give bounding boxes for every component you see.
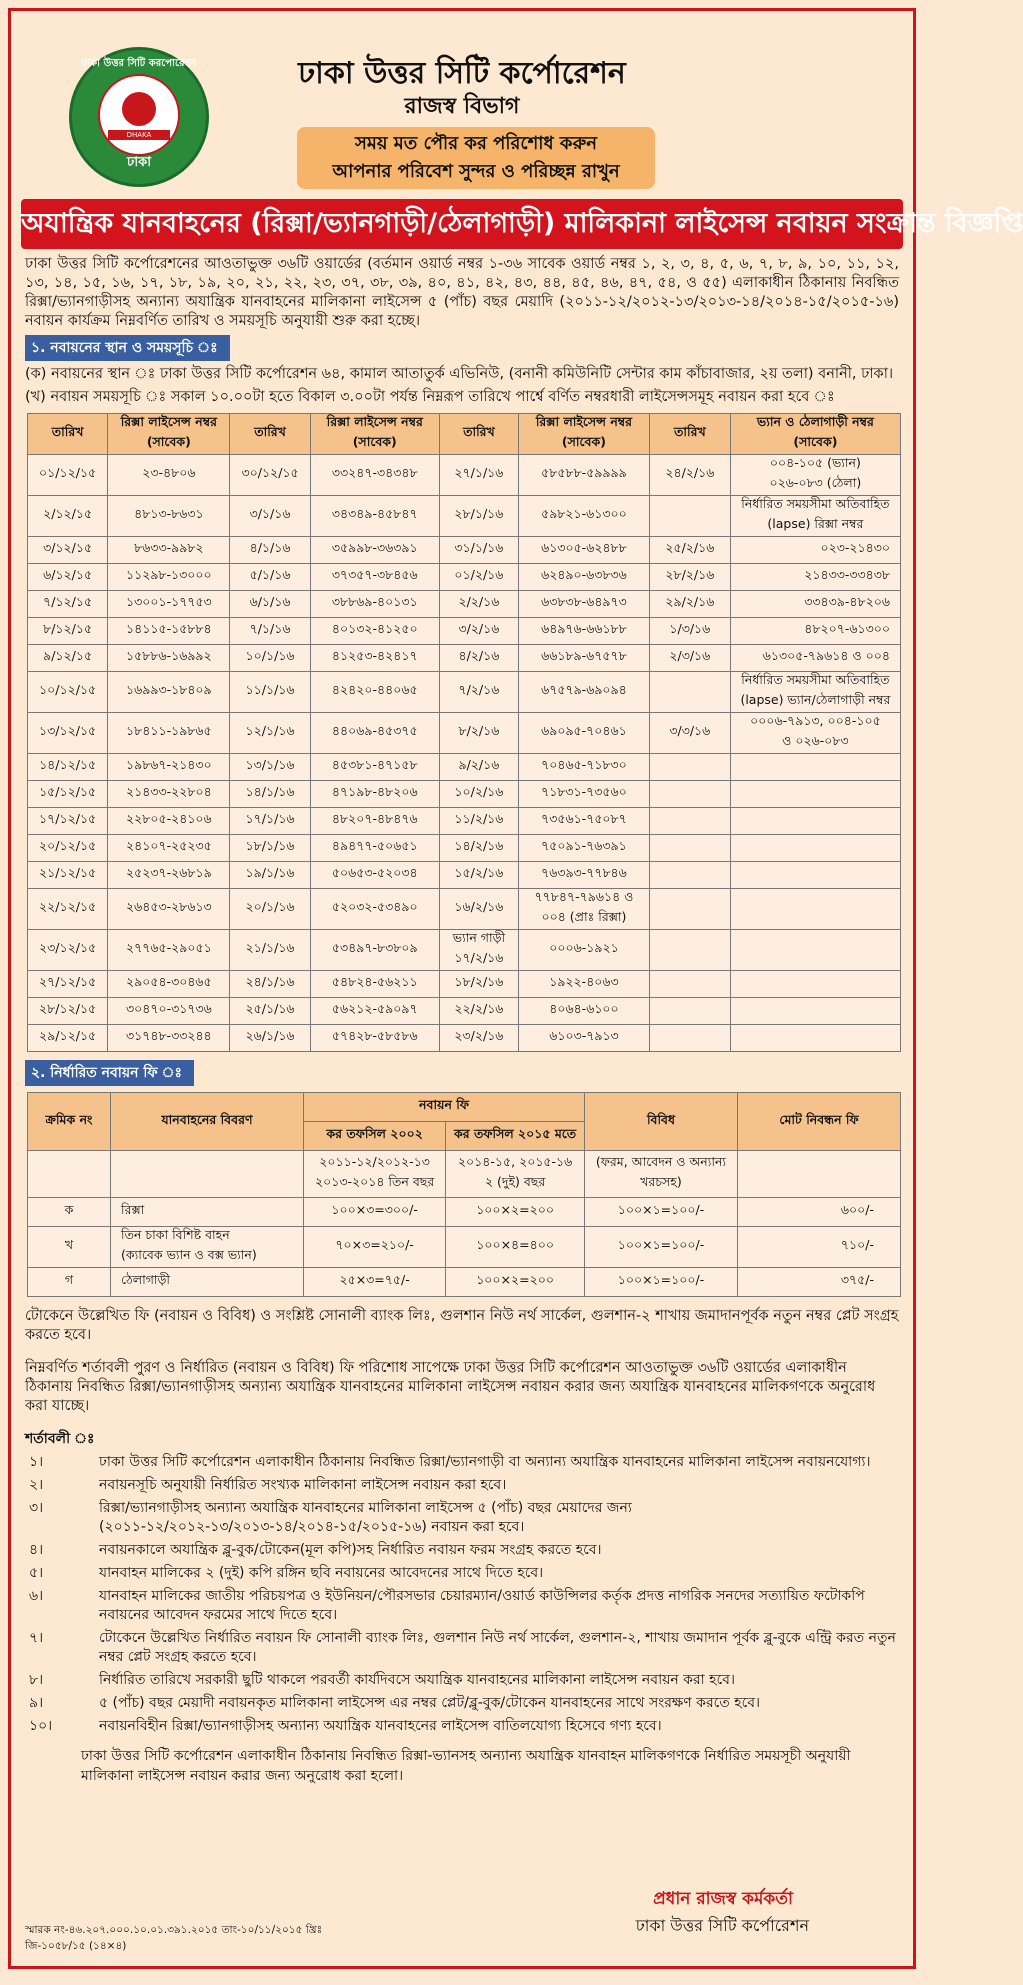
fee-header-renewal-fee: নবায়ন ফি (304, 1093, 585, 1122)
schedule-cell: ৫৪৮২৪-৫৬২১১ (310, 971, 439, 998)
schedule-cell: ২১/১২/১৫ (28, 862, 108, 889)
conditions-section (25, 1430, 899, 1736)
schedule-cell: ৮/২/১৬ (439, 713, 518, 754)
fee-cell-total: ৬০০/- (738, 1198, 901, 1227)
logo-band: DHAKA (108, 130, 170, 140)
schedule-cell: ২৮/১/১৬ (439, 496, 518, 537)
schedule-cell (730, 754, 900, 781)
schedule-cell: ১৪১১৫-১৫৮৮৪ (108, 618, 230, 645)
fee-cell-f2002: ২৫×৩=৭৫/- (304, 1268, 446, 1297)
schedule-cell: ০১/২/১৬ (439, 564, 518, 591)
schedule-cell: ২১৪৩৩-২২৮০৪ (108, 781, 230, 808)
schedule-row (28, 496, 901, 537)
condition-number: ৭। (29, 1630, 44, 1646)
notice-title-banner: অযান্ত্রিক যানবাহনের (রিক্সা/ভ্যানগাড়ী/ঠেলাগাড়ী) মালিকানা লাইসেন্স নবায়ন সংক্রান্ত বিজ্ঞপ্তি (21, 199, 903, 249)
schedule-cell: ৭০৪৬৫-৭১৮৩০ (519, 754, 650, 781)
renewal-place: (ক) নবায়নের স্থান ঃ ঢাকা উত্তর সিটি কর্পোরেশন ৬৪, কামাল আতাতুর্ক এভিনিউ, (বনানী কমিউনিটি সেন্টার কাম কাঁচাবাজার, ২য় তলা) বনানী, ঢাকা। (25, 366, 894, 382)
schedule-row (28, 808, 901, 835)
fee-sub-misc: (ফরম, আবেদন ও অন্যান্য খরচসহ) (585, 1151, 738, 1198)
schedule-cell: ১০/১২/১৫ (28, 672, 108, 713)
schedule-cell: ১৫৮৮৬-১৬৯৯২ (108, 645, 230, 672)
condition-number: ৯। (29, 1695, 44, 1711)
schedule-cell: ২৭/১/১৬ (439, 455, 518, 496)
schedule-cell: ২২/১২/১৫ (28, 889, 108, 930)
schedule-cell (649, 754, 730, 781)
schedule-cell: ৯/১২/১৫ (28, 645, 108, 672)
signatory-title: প্রধান রাজস্ব কর্মকর্তা (653, 1889, 793, 1909)
schedule-cell: ৩৩২৪৭-৩৪৩৪৮ (310, 455, 439, 496)
schedule-cell (730, 971, 900, 998)
request-note: নিম্নবর্ণিত শর্তাবলী পুরণ ও নির্ধারিত (নবায়ন ও বিবিধ) ফি পরিশোধ সাপেক্ষে ঢাকা উত্তর সিটি কর্পোরেশন আওতাভুক্ত ৩৬টি ওয়ার্ডের এলাকাধীন ঠিকানায় নিবন্ধিত রিক্সা/ভ্যানগাড়ীসহ অন্যান্য অযান্ত্রিক যানবাহনের মালিকানা লাইসেন্স নবায়ন করার জন্য অযান্ত্রিক যানবাহনের মালিকগণকে অনুরোধ করা যাচ্ছে। (25, 1360, 876, 1414)
fee-cell-desc: রিক্সা (111, 1198, 304, 1227)
schedule-cell: ৬/১/১৬ (230, 591, 310, 618)
schedule-cell: ১৩/১/১৬ (230, 754, 310, 781)
fee-cell-f2002: ১০০×৩=৩০০/- (304, 1198, 446, 1227)
schedule-cell: ভ্যান গাড়ী ১৭/২/১৬ (439, 930, 518, 971)
fee-header-total: মোট নিবন্ধন ফি (738, 1093, 901, 1151)
logo-bottom-text: ঢাকা (127, 155, 151, 170)
schedule-row (28, 645, 901, 672)
condition-number: ৫। (29, 1565, 44, 1581)
schedule-cell: ১১/২/১৬ (439, 808, 518, 835)
schedule-cell (730, 781, 900, 808)
schedule-cell: ৯/২/১৬ (439, 754, 518, 781)
schedule-cell: ২৫২৩৭-২৬৮১৯ (108, 862, 230, 889)
schedule-cell: ৩১/১/১৬ (439, 537, 518, 564)
schedule-cell: ৫২০৩২-৫৩৪৯০ (310, 889, 439, 930)
schedule-cell: ৬/১২/১৫ (28, 564, 108, 591)
schedule-cell: ৪৮২০৭-৪৮৪৭৬ (310, 808, 439, 835)
schedule-cell: ৩৪৩৪৯-৪৫৮৪৭ (310, 496, 439, 537)
schedule-row (28, 618, 901, 645)
schedule-cell: ২৫/১/১৬ (230, 998, 310, 1025)
schedule-row (28, 998, 901, 1025)
schedule-cell: ২৭৭৬৫-২৯০৫১ (108, 930, 230, 971)
condition-text: যানবাহন মালিকের ২ (দুই) কপি রঙ্গিন ছবি নবায়নের আবেদনের সাথে দিতে হবে। (99, 1565, 544, 1581)
schedule-cell: ৪২৪২০-৪৪০৬৫ (310, 672, 439, 713)
schedule-cell: ২৪১০৭-২৫২৩৫ (108, 835, 230, 862)
schedule-cell: ১৯/১/১৬ (230, 862, 310, 889)
fee-cell-total: ৩৭৫/- (738, 1268, 901, 1297)
schedule-cell: ৪৮২০৭-৬১৩০০ (730, 618, 900, 645)
schedule-cell: ৭৩৫৬১-৭৫০৮৭ (519, 808, 650, 835)
schedule-cell: ২০/১/১৬ (230, 889, 310, 930)
schedule-cell: ১৩০০১-১৭৭৫৩ (108, 591, 230, 618)
schedule-cell: ৮/১২/১৫ (28, 618, 108, 645)
section-2-heading: ২. নির্ধারিত নবায়ন ফি ঃ (25, 1060, 194, 1086)
schedule-cell: ৫/১/১৬ (230, 564, 310, 591)
schedule-cell: ২৬৪৫৩-২৮৬১৩ (108, 889, 230, 930)
schedule-header-row (28, 414, 901, 455)
schedule-cell: ১৬/২/১৬ (439, 889, 518, 930)
fee-cell-f2015: ১০০×২=২০০ (446, 1198, 585, 1227)
schedule-row (28, 591, 901, 618)
schedule-cell: নির্ধারিত সময়সীমা অতিবাহিত (lapse) ভ্যান/ঠেলাগাড়ী নম্বর (730, 672, 900, 713)
condition-number: ১০। (29, 1718, 53, 1734)
schedule-cell: ৫৩৪৯৭-৮৩৮০৯ (310, 930, 439, 971)
renewal-schedule-text: (খ) নবায়ন সময়সূচি ঃ সকাল ১০.০০টা হতে বিকাল ৩.০০টা পর্যন্ত নিম্নরূপ তারিখে পার্শ্বে বর্ণিত নম্বরধারী লাইসেন্সসমূহ নবায়ন করা হবে ঃ (25, 389, 835, 405)
condition-text: ৫ (পাঁচ) বছর মেয়াদী নবায়নকৃত মালিকানা লাইসেন্স এর নম্বর প্লেট/ব্লু-বুক/টোকেন যানবাহনের সাথে সংরক্ষণ করতে হবে। (99, 1695, 761, 1711)
memo-block (25, 1922, 322, 1954)
schedule-cell: ১২/১/১৬ (230, 713, 310, 754)
schedule-cell (730, 998, 900, 1025)
condition-item (25, 1453, 899, 1472)
fee-cell-f2015: ১০০×৪=৪০০ (446, 1227, 585, 1268)
condition-number: ৬। (29, 1588, 44, 1604)
condition-text: রিক্সা/ভ্যানগাড়ীসহ অন্যান্য অযান্ত্রিক যানবাহনের মালিকানা লাইসেন্স ৫ (পাঁচ) বছর মেয়াদের জন্য (২০১১-১২/২০১২-১৩/২০১৩-১৪/২০১৪-১৫/২০১৫-১৬) নবায়ন করা হবে। (99, 1500, 632, 1535)
condition-number: ৮। (29, 1672, 44, 1688)
schedule-cell: ২/১২/১৫ (28, 496, 108, 537)
schedule-row (28, 672, 901, 713)
schedule-cell: ১৫/২/১৬ (439, 862, 518, 889)
fee-sub-empty (28, 1151, 111, 1198)
fee-cell-misc: ১০০×১=১০০/- (585, 1227, 738, 1268)
schedule-cell: ২৮/২/১৬ (649, 564, 730, 591)
fee-cell-total: ৭১০/- (738, 1227, 901, 1268)
schedule-cell: ১০/১/১৬ (230, 645, 310, 672)
schedule-row (28, 713, 901, 754)
schedule-cell (730, 889, 900, 930)
fee-header-description: যানবাহনের বিবরণ (111, 1093, 304, 1151)
schedule-cell: ৩১৭৪৮-৩৩২৪৪ (108, 1025, 230, 1052)
schedule-cell: ৬৬১৮৯-৬৭৫৭৮ (519, 645, 650, 672)
schedule-row (28, 971, 901, 998)
schedule-cell: ৩/১/১৬ (230, 496, 310, 537)
schedule-cell: ০২৩-২১৪৩০ (730, 537, 900, 564)
schedule-cell: ২৯/১২/১৫ (28, 1025, 108, 1052)
schedule-cell: ৬৩৮৩৮-৬৪৯৭৩ (519, 591, 650, 618)
token-note: টোকেনে উল্লেখিত ফি (নবায়ন ও বিবিধ) ও সংশ্লিষ্ট সোনালী ব্যাংক লিঃ, গুলশান নিউ নর্থ সার্কেল, গুলশান-২ শাখায় জমাদানপূর্বক নতুন নম্বর প্লেট সংগ্রহ করতে হবে। (25, 1308, 899, 1343)
schedule-cell: ৪৯৪৭৭-৫০৬৫১ (310, 835, 439, 862)
schedule-cell: ৬২৪৯০-৬৩৮৩৬ (519, 564, 650, 591)
schedule-cell: ৬১৩০৫-৭৯৬১৪ ও ০০৪ (730, 645, 900, 672)
condition-item (25, 1499, 899, 1537)
fee-cell-serial: গ (28, 1268, 111, 1297)
schedule-cell: ১১২৯৮-১৩০০০ (108, 564, 230, 591)
fee-header-schedule-2002: কর তফসিল ২০০২ (304, 1122, 446, 1151)
schedule-cell: ৮৬৩৩-৯৯৮২ (108, 537, 230, 564)
schedule-cell (649, 998, 730, 1025)
header (11, 11, 913, 193)
schedule-cell: ২৪/২/১৬ (649, 455, 730, 496)
fee-cell-serial: খ (28, 1227, 111, 1268)
condition-item (25, 1587, 899, 1625)
schedule-cell (649, 672, 730, 713)
schedule-cell: ৪৮১৩-৮৬৩১ (108, 496, 230, 537)
schedule-cell: ১৩/১২/১৫ (28, 713, 108, 754)
schedule-cell (730, 930, 900, 971)
schedule-cell: ২৫/২/১৬ (649, 537, 730, 564)
condition-number: ২। (29, 1477, 44, 1493)
closing-paragraph: ঢাকা উত্তর সিটি কর্পোরেশন এলাকাধীন ঠিকানায় নিবন্ধিত রিক্সা-ভ্যানসহ অন্যান্য অযান্ত্রিক যানবাহন মালিকগণকে নির্ধারিত সময়সূচী অনুযায়ী মালিকানা লাইসেন্স নবায়ন করার জন্য অনুরোধ করা হলো। (81, 1748, 851, 1784)
schedule-cell: ২২৮০৫-২৪১০৬ (108, 808, 230, 835)
fee-table (27, 1092, 901, 1297)
schedule-cell: ২৭/১২/১৫ (28, 971, 108, 998)
schedule-row (28, 835, 901, 862)
schedule-cell (649, 808, 730, 835)
schedule-cell: ১৫/১২/১৫ (28, 781, 108, 808)
schedule-cell: ১৪/১২/১৫ (28, 754, 108, 781)
schedule-cell: ৬১০৩-৭৯১৩ (519, 1025, 650, 1052)
fee-cell-f2015: ১০০×২=২০০ (446, 1268, 585, 1297)
schedule-cell (649, 781, 730, 808)
fee-cell-desc: ঠেলাগাড়ী (111, 1268, 304, 1297)
schedule-row (28, 889, 901, 930)
condition-item (25, 1564, 899, 1583)
schedule-cell: ৩৭৩৫৭-৩৮৪৫৬ (310, 564, 439, 591)
schedule-header-cell: তারিখ (28, 414, 108, 455)
schedule-cell: ২৩/১২/১৫ (28, 930, 108, 971)
schedule-cell: ৩/২/১৬ (439, 618, 518, 645)
memo-line-1: স্মারক নং-৪৬.২০৭.০০০.১০.০১.৩৯১.২০১৫ তাং-১০/১১/২০১৫ খ্রিঃ (25, 1924, 323, 1936)
fee-cell-misc: ১০০×১=১০০/- (585, 1268, 738, 1297)
schedule-cell: ৪৭১৯৮-৪৮২০৬ (310, 781, 439, 808)
schedule-header-cell: তারিখ (230, 414, 310, 455)
schedule-cell: ১৯২২-৪০৬৩ (519, 971, 650, 998)
fee-row (28, 1198, 901, 1227)
schedule-cell: ১/৩/১৬ (649, 618, 730, 645)
department-name: রাজস্ব বিভাগ (404, 94, 520, 119)
fee-subheader-row (28, 1151, 901, 1198)
schedule-row (28, 564, 901, 591)
schedule-cell: ৪/২/১৬ (439, 645, 518, 672)
schedule-cell: ২৮/১২/১৫ (28, 998, 108, 1025)
schedule-cell: ০০০৬-১৯২১ (519, 930, 650, 971)
condition-text: টোকেনে উল্লেখিত নির্ধারিত নবায়ন ফি সোনালী ব্যাংক লিঃ, গুলশান নিউ নর্থ সার্কেল, গুলশান-২, শাখায় জমাদান পূর্বক ব্লু-বুকে এন্ট্রি করত নতুন নম্বর প্লেট সংগ্রহ করতে হবে। (99, 1630, 896, 1665)
schedule-cell: ৭৭৮৪৭-৭৯৬১৪ ও ০০৪ (প্রাঃ রিক্সা) (519, 889, 650, 930)
condition-item (25, 1671, 899, 1690)
condition-text: ঢাকা উত্তর সিটি কর্পোরেশন এলাকাধীন ঠিকানায় নিবন্ধিত রিক্সা/ভ্যানগাড়ী বা অন্যান্য অযান্ত্রিক যানবাহনের মালিকানা লাইসেন্স নবায়নযোগ্য। (99, 1454, 871, 1470)
condition-text: যানবাহন মালিকের জাতীয় পরিচয়পত্র ও ইউনিয়ন/পৌরসভার চেয়ারম্যান/ওয়ার্ড কাউন্সিলর কর্তৃক প্রদত্ত নাগরিক সনদের সত্যায়িত ফটোকপি নবায়নের আবেদন ফরমের সাথে দিতে হবে। (99, 1588, 865, 1623)
fee-sub-empty (111, 1151, 304, 1198)
schedule-cell: ৪০৬৪-৬১০০ (519, 998, 650, 1025)
memo-line-2: জি-১০৫৮/১৫ (১৪×৪) (25, 1940, 127, 1952)
schedule-cell (730, 1025, 900, 1052)
schedule-cell: ১৪/২/১৬ (439, 835, 518, 862)
condition-item (25, 1717, 899, 1736)
schedule-row (28, 455, 901, 496)
schedule-cell: ০০৪-১০৫ (ভ্যান) ০২৬-০৮৩ (ঠেলা) (730, 455, 900, 496)
conditions-title: শর্তাবলী ঃ (25, 1431, 95, 1447)
fee-row (28, 1268, 901, 1297)
schedule-cell: ২১/১/১৬ (230, 930, 310, 971)
schedule-cell: ২৩/২/১৬ (439, 1025, 518, 1052)
fee-sub-empty (738, 1151, 901, 1198)
schedule-cell: ৩০৪৭০-৩১৭৩৬ (108, 998, 230, 1025)
schedule-cell: ১৭/১২/১৫ (28, 808, 108, 835)
schedule-cell (730, 808, 900, 835)
schedule-cell: ২৯/২/১৬ (649, 591, 730, 618)
schedule-cell: ২৯০৫৪-৩০৪৬৫ (108, 971, 230, 998)
schedule-cell (649, 889, 730, 930)
fee-cell-desc: তিন চাকা বিশিষ্ট বাহন (ক্যাবেক ভ্যান ও বক্স ভ্যান) (111, 1227, 304, 1268)
condition-text: নবায়নকালে অযান্ত্রিক ব্লু-বুক/টোকেন(মূল কপি)সহ নির্ধারিত নবায়ন ফরম সংগ্রহ করতে হবে। (99, 1542, 602, 1558)
schedule-header-cell: তারিখ (439, 414, 518, 455)
schedule-row (28, 930, 901, 971)
condition-item (25, 1476, 899, 1495)
fee-row (28, 1227, 901, 1268)
schedule-header-cell: রিক্সা লাইসেন্স নম্বর (সাবেক) (519, 414, 650, 455)
schedule-cell: ৭১৮৩১-৭৩৫৬০ (519, 781, 650, 808)
schedule-cell (649, 930, 730, 971)
schedule-cell: ৪০১৩২-৪১২৫০ (310, 618, 439, 645)
schedule-cell (649, 862, 730, 889)
schedule-cell: ১৮/২/১৬ (439, 971, 518, 998)
slogan-line-2: আপনার পরিবেশ সুন্দর ও পরিচ্ছন্ন রাখুন (332, 161, 620, 182)
notice-page (8, 8, 1023, 1969)
schedule-cell: ১৯৮৬৭-২১৪৩০ (108, 754, 230, 781)
fee-body (28, 1151, 901, 1297)
schedule-cell: ০১/১২/১৫ (28, 455, 108, 496)
fee-cell-f2002: ৭০×৩=২১০/- (304, 1227, 446, 1268)
schedule-cell: ৭/২/১৬ (439, 672, 518, 713)
schedule-cell (649, 971, 730, 998)
schedule-cell: ৪/১/১৬ (230, 537, 310, 564)
fee-header-misc: বিবিধ (585, 1093, 738, 1151)
condition-item (25, 1694, 899, 1713)
schedule-cell: ৫৭৪২৮-৫৮৫৮৬ (310, 1025, 439, 1052)
schedule-cell: ৩/১২/১৫ (28, 537, 108, 564)
schedule-cell: ৬১৩০৫-৬২৪৮৮ (519, 537, 650, 564)
schedule-cell: ২৪/১/১৬ (230, 971, 310, 998)
schedule-cell: নির্ধারিত সময়সীমা অতিবাহিত (lapse) রিক্সা নম্বর (730, 496, 900, 537)
condition-number: ৩। (29, 1500, 44, 1516)
schedule-cell: ৩৩৪৩৯-৪৮২০৬ (730, 591, 900, 618)
schedule-cell: ১৪/১/১৬ (230, 781, 310, 808)
fee-cell-misc: ১০০×১=১০০/- (585, 1198, 738, 1227)
schedule-cell: ৪৫৩৮১-৪৭১৫৮ (310, 754, 439, 781)
schedule-cell: ১৭/১/১৬ (230, 808, 310, 835)
schedule-cell: ৫৬২১২-৫৯০৯৭ (310, 998, 439, 1025)
schedule-cell: ৫৮৫৮৮-৫৯৯৯৯ (519, 455, 650, 496)
schedule-cell: ৬৭৫৭৯-৬৯০৯৪ (519, 672, 650, 713)
schedule-cell (730, 862, 900, 889)
schedule-cell: ২২/২/১৬ (439, 998, 518, 1025)
condition-item (25, 1629, 899, 1667)
condition-number: ১। (29, 1454, 44, 1470)
schedule-cell: ৪৪০৬৯-৪৫৩৭৫ (310, 713, 439, 754)
condition-text: নির্ধারিত তারিখে সরকারী ছুটি থাকলে পরবর্তী কার্যদিবসে অযান্ত্রিক যানবাহনের মালিকানা লাইসেন্স নবায়ন করা হবে। (99, 1672, 735, 1688)
schedule-cell: ৭৬৩৯৩-৭৭৮৪৬ (519, 862, 650, 889)
schedule-cell: ৩৮৮৬৯-৪০১৩১ (310, 591, 439, 618)
schedule-header-cell: রিক্সা লাইসেন্স নম্বর (সাবেক) (310, 414, 439, 455)
intro-paragraph: ঢাকা উত্তর সিটি কর্পোরেশনের আওতাভুক্ত ৩৬টি ওয়ার্ডের (বর্তমান ওয়ার্ড নম্বর ১-৩৬ সাবেক ওয়ার্ড নম্বর ১, ২, ৩, ৪, ৫, ৬, ৭, ৮, ৯, ১০, ১১, ১২, ১৩, ১৪, ১৫, ১৬, ১৭, ১৮, ১৯, ২০, ২১, ২২, ২৩, ৩৭, ৩৮, ৩৯, ৪০, ৪১, ৪২, ৪৩, ৪৪, ৪৫, ৪৬, ৪৭, ৫৪, ও ৫৫) এলাকাধীন ঠিকানায় নিবন্ধিত রিক্সা/ভ্যানগাড়ীসহ অন্যান্য অযান্ত্রিক যানবাহনের মালিকানা লাইসেন্স ৫ (পাঁচ) বছর মেয়াদি (২০১১-১২/২০১২-১৩/২০১৩-১৪/২০১৪-১৫/২০১৫-১৬) নবায়ন কার্যক্রম নিম্নবর্ণিত তারিখ ও সময়সূচি অনুযায়ী শুরু করা হচ্ছে। (25, 256, 899, 329)
schedule-table (27, 413, 901, 1052)
schedule-cell (649, 496, 730, 537)
fee-sub-2002: ২০১১-১২/২০১২-১৩ ২০১৩-২০১৪ তিন বছর (304, 1151, 446, 1198)
fee-cell-serial: ক (28, 1198, 111, 1227)
schedule-cell: ৫৯৮২১-৬১৩০০ (519, 496, 650, 537)
section-1-heading: ১. নবায়নের স্থান ও সময়সূচি ঃ (25, 335, 230, 361)
schedule-cell: ১৮/১/১৬ (230, 835, 310, 862)
schedule-cell (649, 835, 730, 862)
schedule-row (28, 1025, 901, 1052)
schedule-cell: ০০০৬-৭৯১৩, ০০৪-১০৫ ও ০২৬-০৮৩ (730, 713, 900, 754)
condition-text: নবায়নসূচি অনুযায়ী নির্ধারিত সংখ্যক মালিকানা লাইসেন্স নবায়ন করা হবে। (99, 1477, 507, 1493)
schedule-cell: ৩/৩/১৬ (649, 713, 730, 754)
schedule-cell: ১৮৪১১-১৯৮৬৫ (108, 713, 230, 754)
signatory-org: ঢাকা উত্তর সিটি কর্পোরেশন (635, 1916, 809, 1935)
fee-header-serial: ক্রমিক নং (28, 1093, 111, 1151)
schedule-body (28, 455, 901, 1052)
schedule-cell: ৫০৬৫৩-৫২০৩৪ (310, 862, 439, 889)
schedule-cell: ২৩-৪৮০৬ (108, 455, 230, 496)
schedule-cell: ২১৪৩৩-৩৩৪৩৮ (730, 564, 900, 591)
schedule-cell: ১১/১/১৬ (230, 672, 310, 713)
logo-ring-text: ঢাকা উত্তর সিটি করপোরেশন (81, 58, 197, 69)
fee-sub-2015: ২০১৪-১৫, ২০১৫-১৬ ২ (দুই) বছর (446, 1151, 585, 1198)
schedule-cell: ২৬/১/১৬ (230, 1025, 310, 1052)
schedule-header-cell: রিক্সা লাইসেন্স নম্বর (সাবেক) (108, 414, 230, 455)
condition-item (25, 1541, 899, 1560)
schedule-row (28, 781, 901, 808)
schedule-cell: ৬৯০৯৫-৭০৪৬১ (519, 713, 650, 754)
fee-header-schedule-2015: কর তফসিল ২০১৫ মতে (446, 1122, 585, 1151)
slogan-line-1: সময় মত পৌর কর পরিশোধ করুন (355, 133, 597, 154)
slogan-box (297, 127, 655, 189)
condition-text: নবায়নবিহীন রিক্সা/ভ্যানগাড়ীসহ অন্যান্য অযান্ত্রিক যানবাহনের লাইসেন্স বাতিলযোগ্য হিসেবে গণ্য হবে। (99, 1718, 662, 1734)
schedule-cell: ৩৫৯৯৮-৩৬৩৯১ (310, 537, 439, 564)
schedule-cell: ৪১২৫৩-৪২৪১৭ (310, 645, 439, 672)
schedule-cell: ৩০/১২/১৫ (230, 455, 310, 496)
schedule-cell: ২/৩/১৬ (649, 645, 730, 672)
schedule-cell: ৭৫০৯১-৭৬৩৯১ (519, 835, 650, 862)
schedule-cell (649, 1025, 730, 1052)
schedule-header-cell: তারিখ (649, 414, 730, 455)
org-name: ঢাকা উত্তর সিটি কর্পোরেশন (298, 56, 626, 91)
schedule-cell: ২০/১২/১৫ (28, 835, 108, 862)
schedule-cell: ১৬৯৯৩-১৮৪০৯ (108, 672, 230, 713)
schedule-row (28, 537, 901, 564)
schedule-header-cell: ভ্যান ও ঠেলাগাড়ী নম্বর (সাবেক) (730, 414, 900, 455)
schedule-row (28, 862, 901, 889)
schedule-cell (730, 835, 900, 862)
schedule-cell: ১০/২/১৬ (439, 781, 518, 808)
schedule-row (28, 754, 901, 781)
schedule-cell: ৬৪৯৭৬-৬৬১৮৮ (519, 618, 650, 645)
schedule-cell: ৭/১২/১৫ (28, 591, 108, 618)
condition-number: ৪। (29, 1542, 44, 1558)
conditions-list (25, 1453, 899, 1736)
schedule-cell: ৭/১/১৬ (230, 618, 310, 645)
schedule-cell: ২/২/১৬ (439, 591, 518, 618)
